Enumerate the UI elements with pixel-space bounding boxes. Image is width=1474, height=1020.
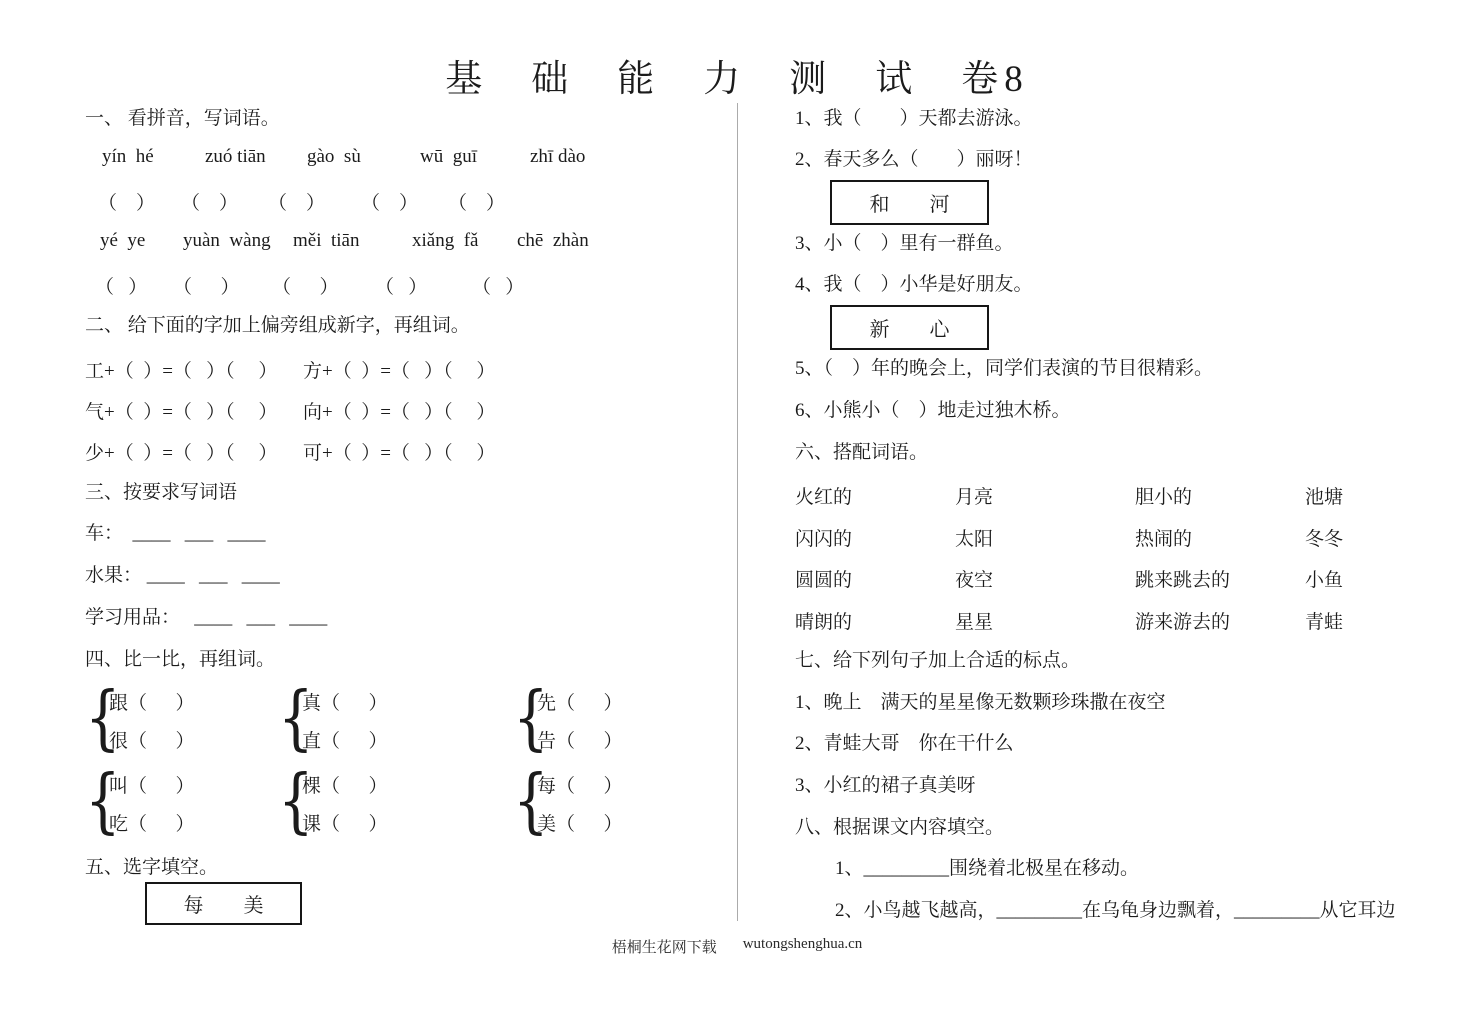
answer-blank: （ ） bbox=[95, 277, 148, 298]
matching-word: 青蛙 bbox=[1305, 612, 1344, 633]
compare-pair bbox=[278, 760, 493, 847]
punctuation-item: 3、小红的裙子真美呀 bbox=[795, 775, 976, 796]
matching-word: 圆圆的 bbox=[795, 570, 853, 591]
matching-word: 太阳 bbox=[955, 529, 994, 550]
fill-item-3: 3、小（ ）里有一群鱼。 bbox=[795, 233, 1014, 254]
char-choice-box: 每 美 bbox=[145, 882, 302, 925]
answer-blank: （ ） bbox=[472, 277, 525, 298]
compare-word: 课（ ） bbox=[302, 814, 388, 835]
cloze-item: 2、小鸟越飞越高，_________在乌龟身边飘着，_________从它耳边 bbox=[835, 900, 1396, 921]
pinyin-word: měi tiān bbox=[293, 230, 360, 251]
compare-word: 棵（ ） bbox=[302, 776, 388, 797]
compare-pair bbox=[278, 677, 493, 764]
radical-exercise-row bbox=[85, 356, 735, 382]
matching-word: 胆小的 bbox=[1135, 487, 1193, 508]
fill-item-4: 4、我（ ）小华是好朋友。 bbox=[795, 274, 1033, 295]
section-2-heading: 二、 给下面的字加上偏旁组成新字，再组词。 bbox=[85, 315, 470, 336]
column-divider bbox=[737, 103, 738, 921]
matching-word: 跳来跳去的 bbox=[1135, 570, 1231, 591]
matching-word: 晴朗的 bbox=[795, 612, 853, 633]
fill-item-5: 5、（ ）年的晚会上，同学们表演的节目很精彩。 bbox=[795, 358, 1214, 379]
matching-word: 闪闪的 bbox=[795, 529, 853, 550]
compare-pair bbox=[85, 677, 300, 764]
brace-icon: { bbox=[278, 760, 314, 842]
matching-word: 星星 bbox=[955, 612, 994, 633]
word-category-line: 车： ____ ___ ____ bbox=[85, 523, 266, 544]
matching-row bbox=[795, 565, 1455, 591]
pinyin-row-2 bbox=[85, 230, 735, 256]
answer-blank-row-2 bbox=[85, 272, 735, 298]
fill-item-2: 2、春天多么（ ）丽呀！ bbox=[795, 149, 1033, 170]
matching-word: 热闹的 bbox=[1135, 529, 1193, 550]
matching-word: 池塘 bbox=[1305, 487, 1344, 508]
matching-row bbox=[795, 524, 1455, 550]
answer-blank: （ ） bbox=[272, 277, 339, 298]
matching-word: 冬冬 bbox=[1305, 529, 1344, 550]
pinyin-word: zuó tiān bbox=[205, 146, 266, 167]
compare-word: 很（ ） bbox=[109, 731, 195, 752]
brace-icon: { bbox=[85, 677, 121, 759]
pinyin-row-1 bbox=[85, 146, 735, 172]
matching-word: 火红的 bbox=[795, 487, 853, 508]
radical-exercise-row bbox=[85, 397, 735, 423]
word-category-line: 水果： ____ ___ ____ bbox=[85, 565, 280, 586]
fill-item-1: 1、我（ ）天都去游泳。 bbox=[795, 108, 1033, 129]
radical-exercise: 少+（ ）=（ ）（ ） bbox=[85, 443, 278, 464]
section-3-heading: 三、按要求写词语 bbox=[85, 482, 238, 503]
compare-word: 每（ ） bbox=[537, 776, 623, 797]
matching-word: 游来游去的 bbox=[1135, 612, 1231, 633]
word-category-line: 学习用品： ____ ___ ____ bbox=[85, 607, 328, 628]
page-title: 基 础 能 力 测 试 卷8 bbox=[445, 59, 1029, 100]
pinyin-word: wū guī bbox=[420, 146, 477, 167]
compare-pair bbox=[513, 760, 728, 847]
compare-word: 跟（ ） bbox=[109, 693, 195, 714]
answer-blank-row-1 bbox=[85, 188, 735, 214]
pinyin-word: gào sù bbox=[307, 146, 361, 167]
radical-exercise: 气+（ ）=（ ）（ ） bbox=[85, 402, 278, 423]
compare-word: 美（ ） bbox=[537, 814, 623, 835]
compare-pair bbox=[513, 677, 728, 764]
radical-exercise: 工+（ ）=（ ）（ ） bbox=[85, 361, 278, 382]
answer-blank: （ ） bbox=[448, 193, 506, 214]
answer-blank: （ ） bbox=[361, 193, 419, 214]
compare-word: 叫（ ） bbox=[109, 776, 195, 797]
compare-word: 真（ ） bbox=[302, 693, 388, 714]
section-7-heading: 七、给下列句子加上合适的标点。 bbox=[795, 650, 1081, 671]
pinyin-word: yé ye bbox=[100, 230, 146, 251]
section-4-heading: 四、比一比，再组词。 bbox=[85, 649, 276, 670]
radical-exercise: 向+（ ）=（ ）（ ） bbox=[303, 402, 496, 423]
matching-word: 小鱼 bbox=[1305, 570, 1344, 591]
char-choice-box: 新 心 bbox=[830, 305, 989, 350]
pinyin-word: zhī dào bbox=[530, 146, 586, 167]
answer-blank: （ ） bbox=[268, 193, 326, 214]
page-footer bbox=[0, 936, 1474, 957]
fill-item-6: 6、小熊小（ ）地走过独木桥。 bbox=[795, 400, 1071, 421]
cloze-item: 1、_________围绕着北极星在移动。 bbox=[835, 858, 1140, 879]
section-5-heading: 五、选字填空。 bbox=[85, 857, 219, 878]
radical-exercise: 方+（ ）=（ ）（ ） bbox=[303, 361, 496, 382]
compare-word: 吃（ ） bbox=[109, 814, 195, 835]
section-1-heading: 一、 看拼音，写词语。 bbox=[85, 108, 280, 129]
answer-blank: （ ） bbox=[375, 277, 428, 298]
compare-pair bbox=[85, 760, 300, 847]
pinyin-word: yuàn wàng bbox=[183, 230, 271, 251]
punctuation-item: 2、青蛙大哥 你在干什么 bbox=[795, 733, 1014, 754]
pinyin-word: chē zhàn bbox=[517, 230, 589, 251]
char-choice-box: 和 河 bbox=[830, 180, 989, 225]
punctuation-item: 1、晚上 满天的星星像无数颗珍珠撒在夜空 bbox=[795, 692, 1166, 713]
section-8-heading: 八、根据课文内容填空。 bbox=[795, 817, 1005, 838]
answer-blank: （ ） bbox=[173, 277, 240, 298]
matching-word: 月亮 bbox=[955, 487, 994, 508]
radical-exercise: 可+（ ）=（ ）（ ） bbox=[303, 443, 496, 464]
radical-exercise-row bbox=[85, 438, 735, 464]
compare-word: 告（ ） bbox=[537, 731, 623, 752]
matching-word: 夜空 bbox=[955, 570, 994, 591]
answer-blank: （ ） bbox=[181, 193, 239, 214]
footer-site-url: wutongshenghua.cn bbox=[742, 936, 863, 952]
matching-row bbox=[795, 607, 1455, 633]
pinyin-word: xiǎng fǎ bbox=[412, 230, 479, 251]
brace-icon: { bbox=[513, 677, 549, 759]
brace-icon: { bbox=[513, 760, 549, 842]
brace-icon: { bbox=[278, 677, 314, 759]
answer-blank: （ ） bbox=[98, 193, 156, 214]
compare-word: 直（ ） bbox=[302, 731, 388, 752]
pinyin-word: yín hé bbox=[102, 146, 154, 167]
brace-icon: { bbox=[85, 760, 121, 842]
section-6-heading: 六、搭配词语。 bbox=[795, 442, 929, 463]
compare-word: 先（ ） bbox=[537, 693, 623, 714]
footer-site-name: 梧桐生花网下载 bbox=[611, 940, 717, 956]
matching-row bbox=[795, 482, 1455, 508]
